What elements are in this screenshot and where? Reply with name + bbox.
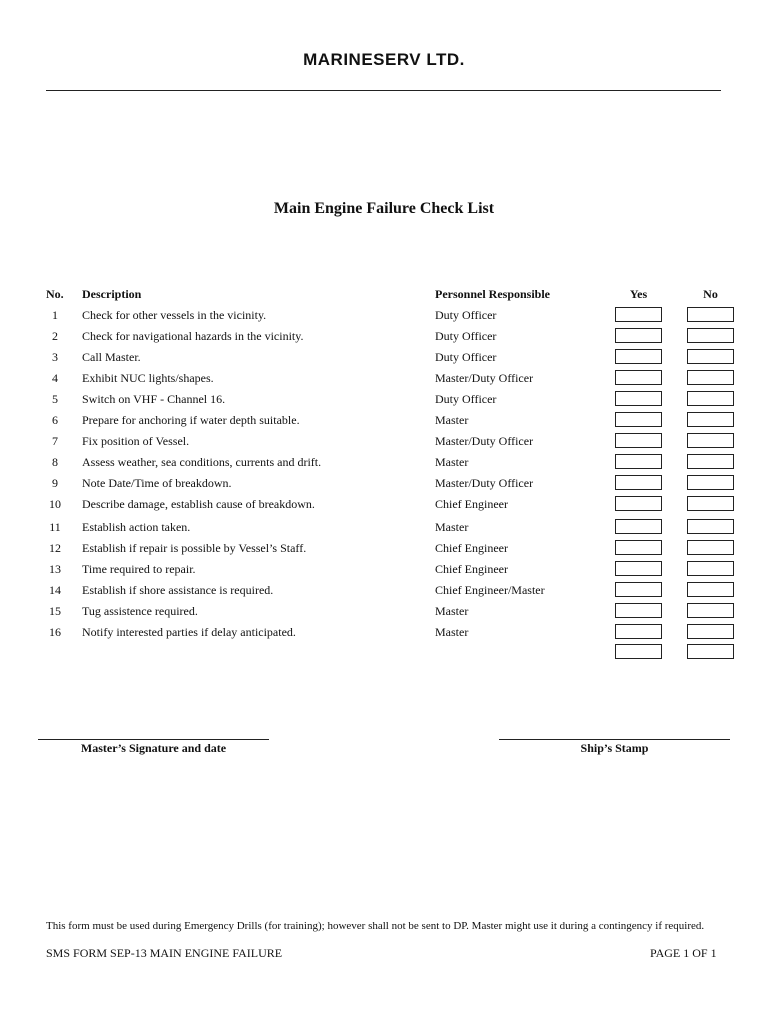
item-description: Note Date/Time of breakdown. bbox=[82, 476, 232, 490]
item-description: Notify interested parties if delay anticipated. bbox=[82, 625, 296, 639]
item-description: Describe damage, establish cause of breakdown. bbox=[82, 497, 315, 511]
yes-checkbox[interactable] bbox=[615, 412, 662, 427]
item-description: Exhibit NUC lights/shapes. bbox=[82, 371, 214, 385]
item-number: 10 bbox=[49, 497, 61, 511]
yes-checkbox[interactable] bbox=[615, 475, 662, 490]
item-responsible: Master bbox=[435, 604, 469, 618]
header-yes: Yes bbox=[629, 287, 648, 301]
page-number: PAGE 1 OF 1 bbox=[650, 946, 717, 960]
item-number: 4 bbox=[52, 371, 58, 385]
item-number: 8 bbox=[52, 455, 58, 469]
no-checkbox[interactable] bbox=[687, 370, 734, 385]
item-responsible: Duty Officer bbox=[435, 308, 497, 322]
no-checkbox[interactable] bbox=[687, 433, 734, 448]
item-responsible: Master bbox=[435, 520, 469, 534]
item-description: Prepare for anchoring if water depth suitable. bbox=[82, 413, 300, 427]
item-description: Check for other vessels in the vicinity. bbox=[82, 308, 267, 322]
page-title: Main Engine Failure Check List bbox=[273, 200, 495, 217]
no-checkbox[interactable] bbox=[687, 624, 734, 639]
item-responsible: Chief Engineer bbox=[435, 541, 508, 555]
no-checkbox[interactable] bbox=[687, 582, 734, 597]
item-number: 6 bbox=[52, 413, 58, 427]
item-responsible: Master bbox=[435, 455, 469, 469]
header-responsible: Personnel Responsible bbox=[435, 287, 551, 301]
item-description: Establish action taken. bbox=[82, 520, 191, 534]
item-number: 2 bbox=[52, 329, 58, 343]
no-checkbox[interactable] bbox=[687, 454, 734, 469]
no-checkbox[interactable] bbox=[687, 475, 734, 490]
yes-checkbox[interactable] bbox=[615, 391, 662, 406]
item-number: 15 bbox=[49, 604, 61, 618]
item-number: 5 bbox=[52, 392, 58, 406]
item-description: Tug assistence required. bbox=[82, 604, 198, 618]
ships-stamp-label: Ship’s Stamp bbox=[580, 741, 649, 755]
ships-stamp-line bbox=[499, 739, 730, 740]
item-responsible: Master/Duty Officer bbox=[435, 434, 534, 448]
masters-signature-line bbox=[38, 739, 269, 740]
extra-yes-checkbox[interactable] bbox=[615, 644, 662, 659]
masters-signature-label: Master’s Signature and date bbox=[80, 741, 227, 755]
item-responsible: Chief Engineer bbox=[435, 562, 508, 576]
yes-checkbox[interactable] bbox=[615, 624, 662, 639]
no-checkbox[interactable] bbox=[687, 349, 734, 364]
no-checkbox[interactable] bbox=[687, 561, 734, 576]
item-number: 1 bbox=[52, 308, 58, 322]
no-checkbox[interactable] bbox=[687, 519, 734, 534]
item-responsible: Master/Duty Officer bbox=[435, 371, 534, 385]
item-description: Fix position of Vessel. bbox=[82, 434, 190, 448]
item-number: 3 bbox=[52, 350, 58, 364]
header-no-column: No bbox=[703, 287, 718, 301]
extra-no-checkbox[interactable] bbox=[687, 644, 734, 659]
header-no: No. bbox=[46, 287, 64, 301]
item-description: Time required to repair. bbox=[82, 562, 196, 576]
yes-checkbox[interactable] bbox=[615, 496, 662, 511]
item-number: 16 bbox=[49, 625, 61, 639]
yes-checkbox[interactable] bbox=[615, 603, 662, 618]
item-responsible: Chief Engineer bbox=[435, 497, 508, 511]
no-checkbox[interactable] bbox=[687, 391, 734, 406]
item-number: 12 bbox=[49, 541, 61, 555]
yes-checkbox[interactable] bbox=[615, 519, 662, 534]
yes-checkbox[interactable] bbox=[615, 433, 662, 448]
no-checkbox[interactable] bbox=[687, 540, 734, 555]
yes-checkbox[interactable] bbox=[615, 582, 662, 597]
item-description: Switch on VHF - Channel 16. bbox=[82, 392, 226, 406]
no-checkbox[interactable] bbox=[687, 328, 734, 343]
no-checkbox[interactable] bbox=[687, 412, 734, 427]
item-description: Assess weather, sea conditions, currents and drift. bbox=[82, 455, 322, 469]
item-responsible: Master bbox=[435, 413, 469, 427]
item-number: 9 bbox=[52, 476, 58, 490]
item-responsible: Chief Engineer/Master bbox=[435, 583, 545, 597]
item-description: Establish if repair is possible by Vessel’s Staff. bbox=[82, 541, 307, 555]
yes-checkbox[interactable] bbox=[615, 328, 662, 343]
item-number: 11 bbox=[49, 520, 61, 534]
yes-checkbox[interactable] bbox=[615, 540, 662, 555]
no-checkbox[interactable] bbox=[687, 307, 734, 322]
item-number: 7 bbox=[52, 434, 58, 448]
item-responsible: Duty Officer bbox=[435, 329, 497, 343]
item-number: 13 bbox=[49, 562, 61, 576]
disclaimer-text: This form must be used during Emergency Drills (for training); however shall not be sent to DP. Master might use it during a contingency if required. bbox=[46, 920, 705, 932]
item-description: Check for navigational hazards in the vicinity. bbox=[82, 329, 304, 343]
item-responsible: Duty Officer bbox=[435, 350, 497, 364]
no-checkbox[interactable] bbox=[687, 496, 734, 511]
form-id: SMS FORM SEP-13 MAIN ENGINE FAILURE bbox=[46, 946, 283, 960]
company-name: MARINESERV LTD. bbox=[303, 50, 465, 69]
yes-checkbox[interactable] bbox=[615, 454, 662, 469]
yes-checkbox[interactable] bbox=[615, 349, 662, 364]
yes-checkbox[interactable] bbox=[615, 561, 662, 576]
no-checkbox[interactable] bbox=[687, 603, 734, 618]
header-rule bbox=[46, 90, 721, 91]
item-responsible: Master bbox=[435, 625, 469, 639]
yes-checkbox[interactable] bbox=[615, 370, 662, 385]
header-description: Description bbox=[82, 287, 142, 301]
item-description: Establish if shore assistance is required. bbox=[82, 583, 274, 597]
item-number: 14 bbox=[49, 583, 61, 597]
yes-checkbox[interactable] bbox=[615, 307, 662, 322]
item-responsible: Duty Officer bbox=[435, 392, 497, 406]
item-description: Call Master. bbox=[82, 350, 141, 364]
item-responsible: Master/Duty Officer bbox=[435, 476, 534, 490]
